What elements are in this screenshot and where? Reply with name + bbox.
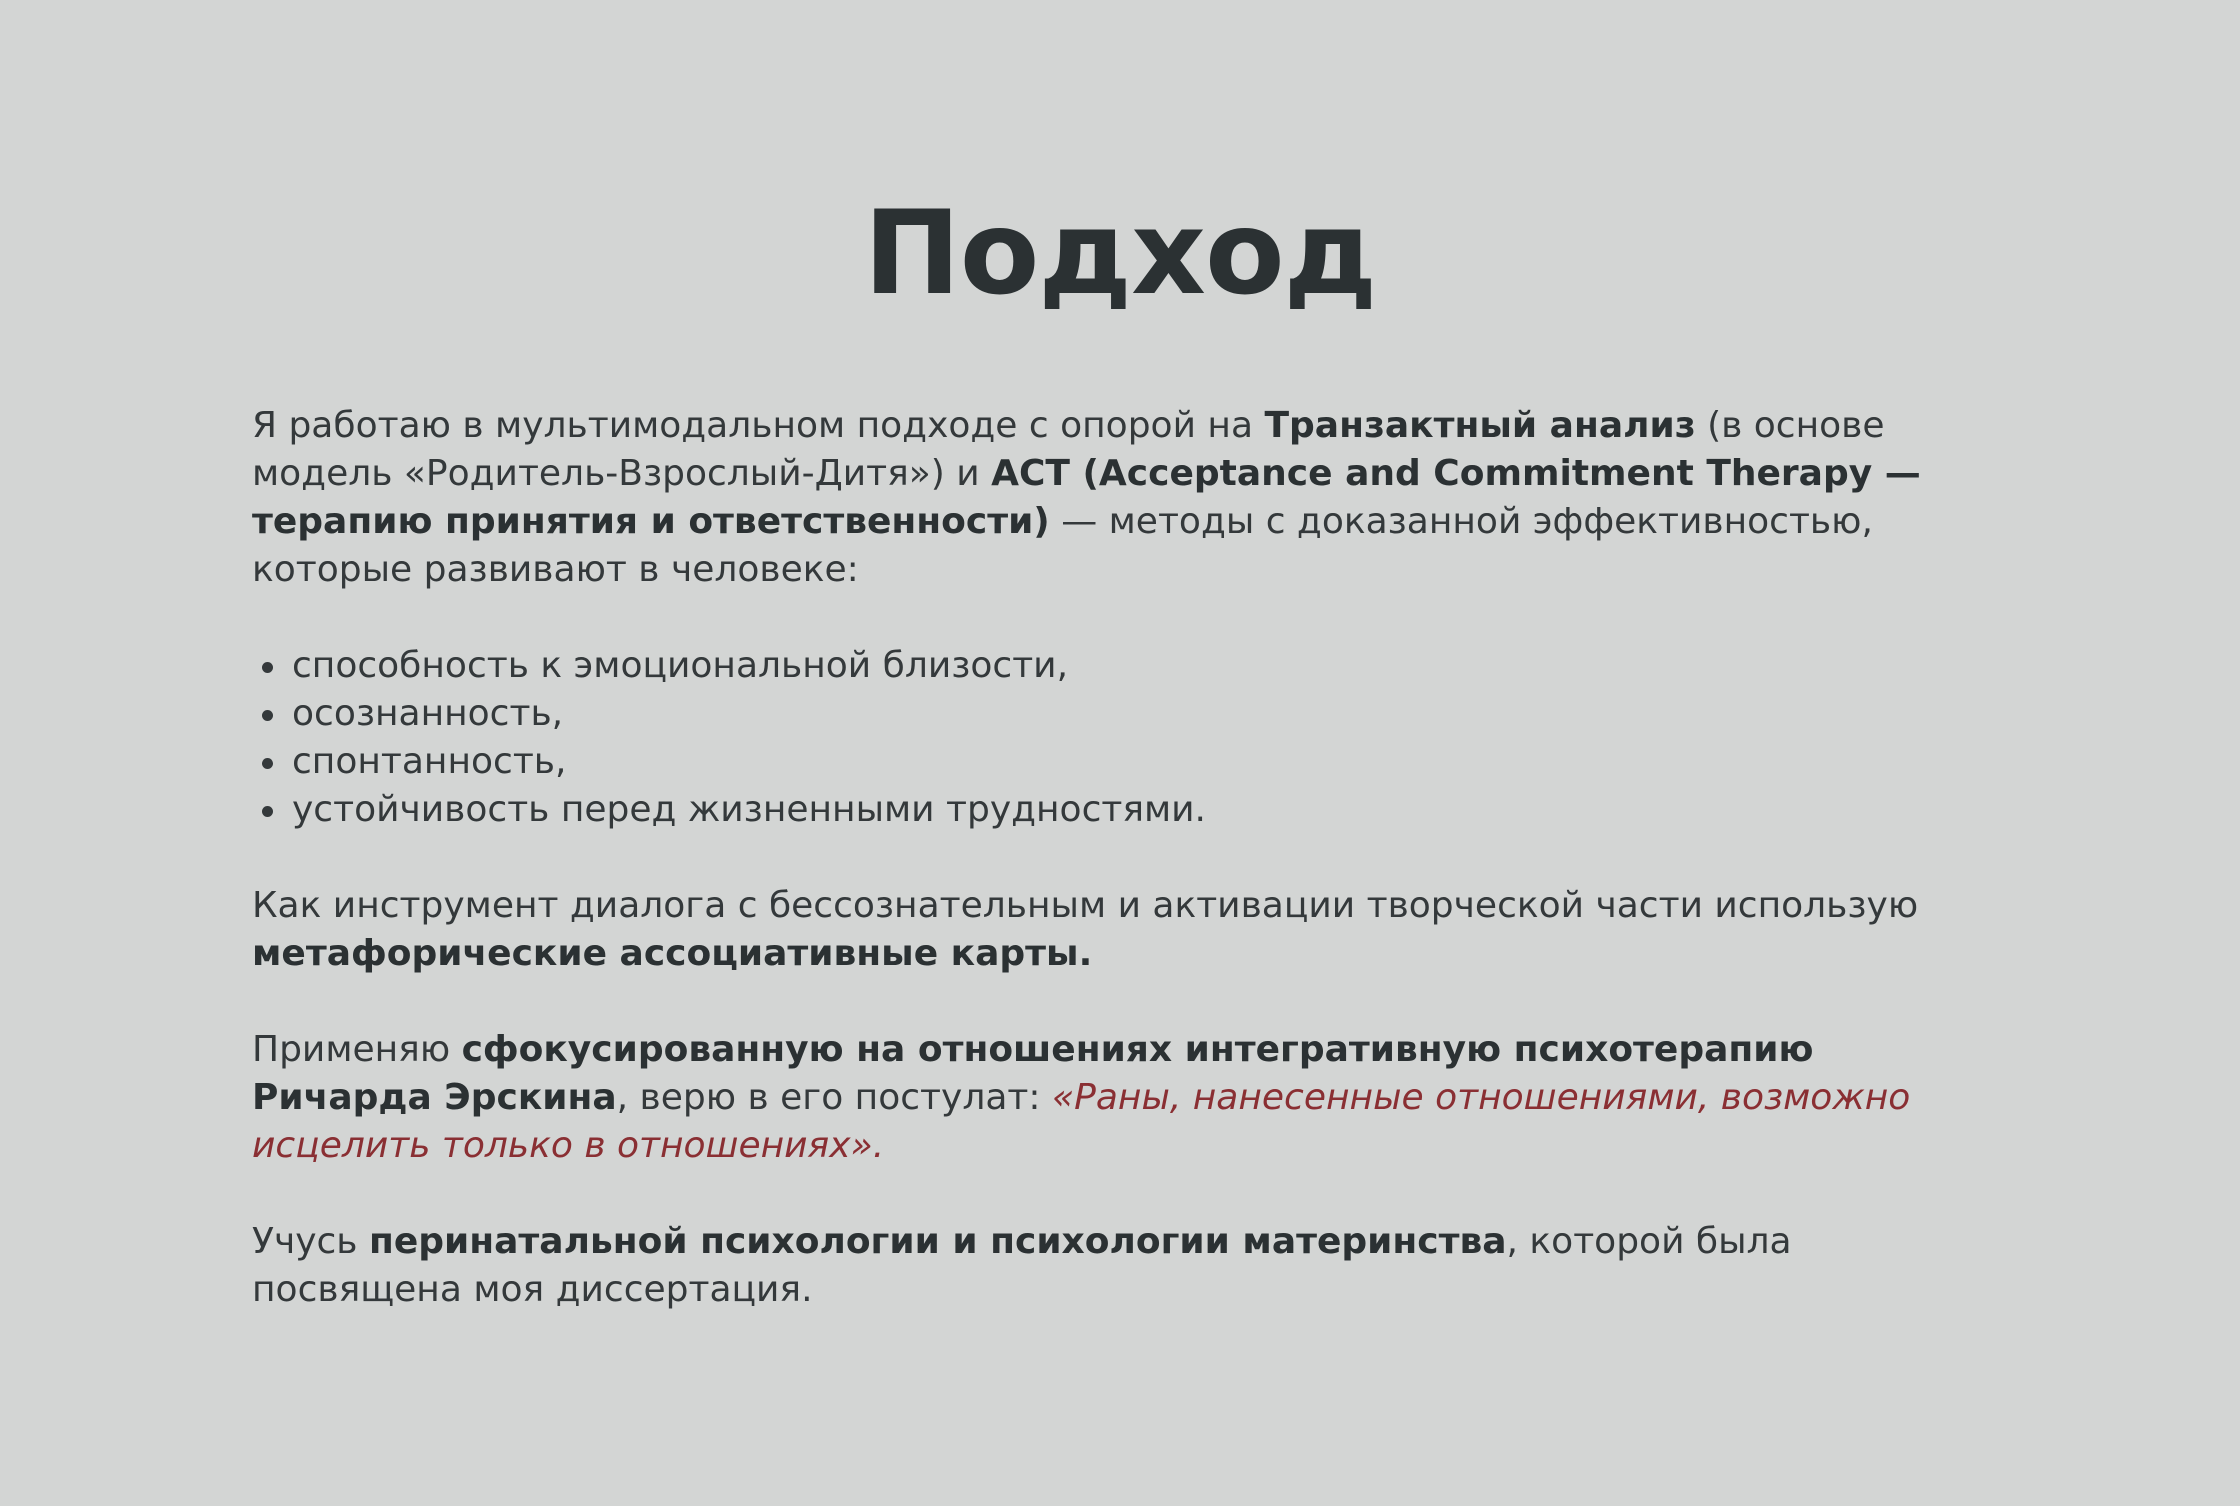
traits-list [252,642,1972,834]
study-paragraph [252,1218,1972,1314]
intro-bold-act: ACT (Acceptance and Commitment Therapy — терапию принятия и ответственности) [252,453,1921,542]
page-title: Подход [863,186,1377,321]
list-item: спонтанность, [252,738,1972,786]
study-bold: перинатальной психологии и психологии материнства [368,1221,1507,1262]
erskine-bold: сфокусированную на отношениях интегративную психотерапию Ричарда Эрскина [252,1029,1814,1118]
cards-text: Как инструмент диалога с бессознательным и активации творческой части использую [252,885,1919,926]
intro-bold-ta: Транзактный анализ [1264,405,1696,446]
intro-text-2: (в основе модель «Родитель-Взрослый-Дитя») и [252,405,1885,494]
intro-paragraph [252,402,1972,594]
cards-bold: метафорические ассоциативные карты. [252,933,1093,974]
study-text-2: , которой была посвящена моя диссертация. [252,1221,1792,1310]
erskine-quote: «Раны, нанесенные отношениями, возможно исцелить только в отношениях». [252,1077,1911,1166]
study-text-1: Учусь [252,1221,369,1262]
cards-paragraph [252,882,1972,978]
list-item: способность к эмоциональной близости, [252,642,1972,690]
content-body [252,402,1972,1314]
erskine-paragraph [252,1026,1972,1170]
intro-text-1: Я работаю в мультимодальном подходе с опорой на [252,405,1265,446]
intro-text-3: — методы с доказанной эффективностью, которые развивают в человеке: [252,501,1873,590]
list-item: осознанность, [252,690,1972,738]
list-item: устойчивость перед жизненными трудностями. [252,786,1972,834]
erskine-text-2: , верю в его постулат: [616,1077,1052,1118]
erskine-text-1: Применяю [252,1029,462,1070]
